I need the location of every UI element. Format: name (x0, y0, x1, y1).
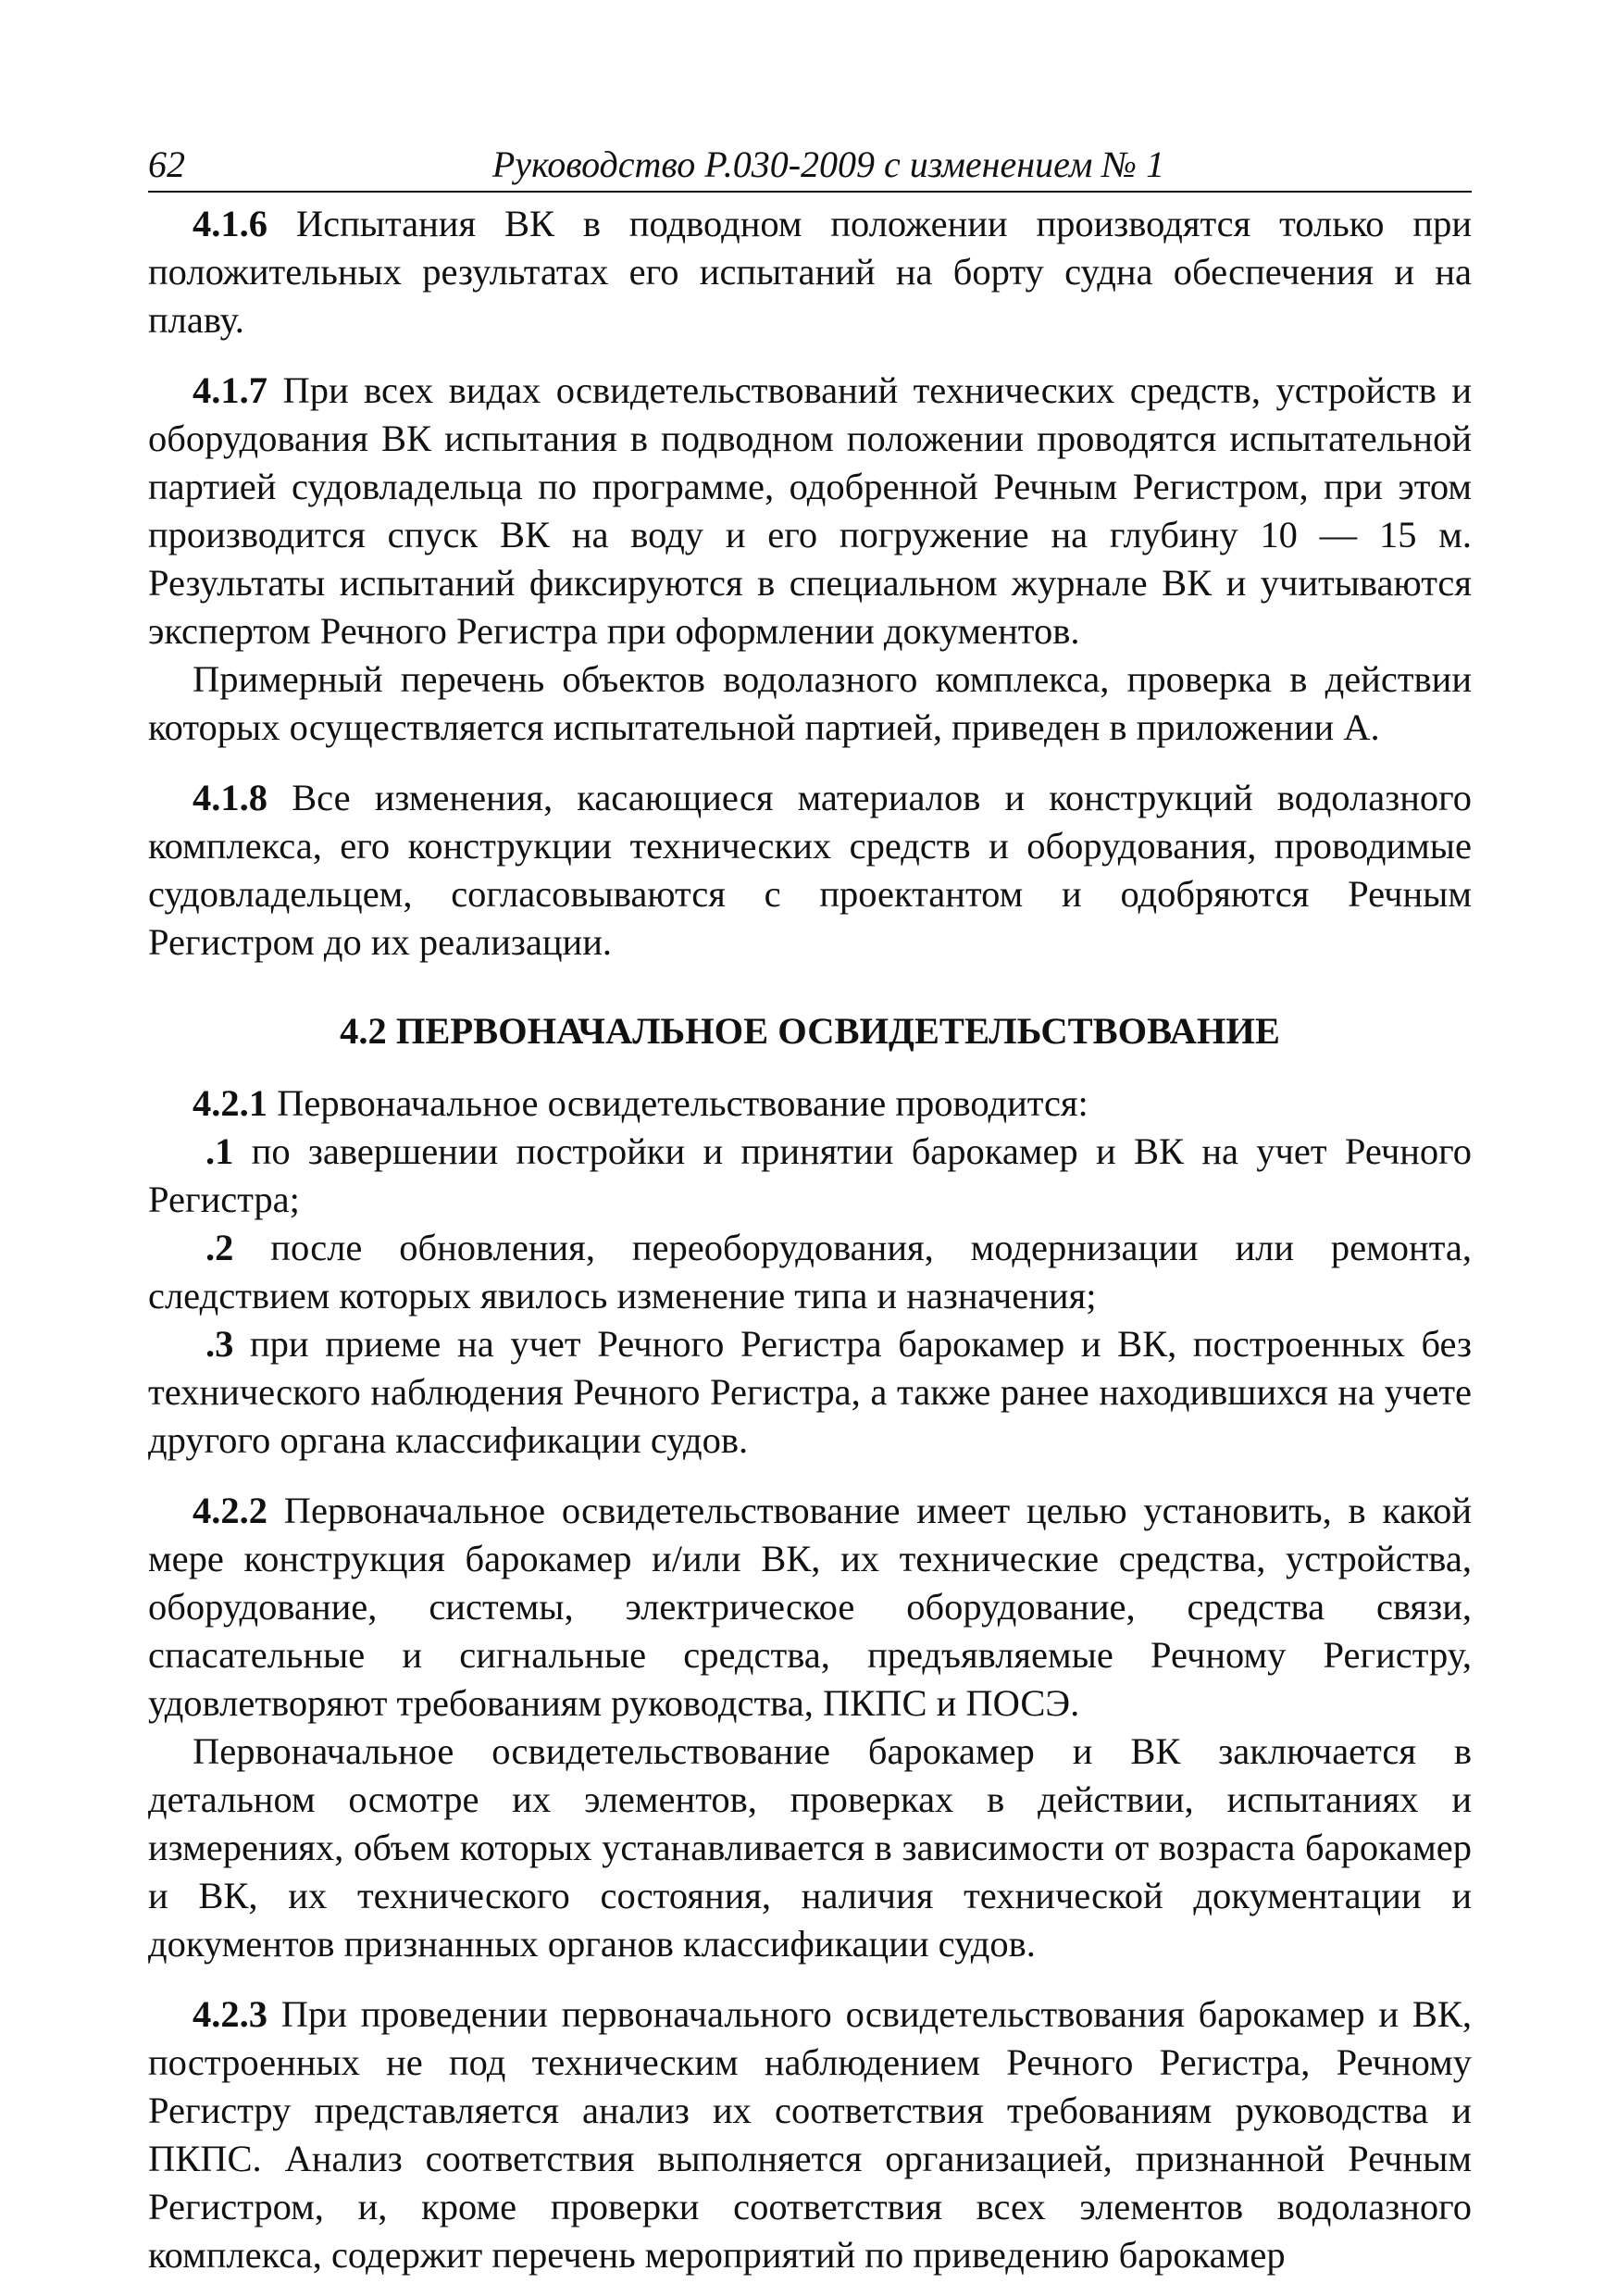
item-text: после обновления, переоборудования, модернизации или ремонта, следствием которых явилось изменение типа и назначения; (148, 1227, 1472, 1316)
clause-number: 4.1.6 (193, 203, 267, 244)
clause-number: 4.2.2 (193, 1490, 267, 1531)
paragraph-4-2-2-continued: Первоначальное освидетельствование барокамер и ВК заключается в детальном осмотре их элементов, проверках в действии, испытаниях и измерениях, объем которых устанавливается в зависимости от возраста барокамер и ВК, их технического состояния, наличия технической документации и документов признанных органов классификации судов. (148, 1730, 1472, 1965)
clause-number: 4.1.8 (193, 777, 267, 818)
clause-number: 4.1.7 (193, 369, 267, 411)
page-number: 62 (148, 144, 185, 185)
paragraph-4-1-6 (148, 200, 1472, 344)
paragraph-text: При проведении первоначального освидетельствования барокамер и ВК, построенных не под техническим наблюдением Речного Регистра, Речному Регистру представляется анализ их соответствия требованиям руководства и ПКПС. Анализ соответствия выполняется организацией, признанной Речным Регистром, и, кроме проверки соответствия всех элементов водолазного комплекса, содержит перечень мероприятий по приведению барокамер (148, 1993, 1472, 2276)
list-item-3 (148, 1320, 1472, 1465)
running-title: Руководство Р.030-2009 с изменением № 1 (491, 144, 1165, 185)
clause-number: 4.2.1 (193, 1082, 267, 1124)
paragraph-text: Испытания ВК в подводном положении производятся только при положительных результатах его испытаний на борту судна обеспечения и на плаву. (148, 203, 1472, 341)
section-heading: 4.2 ПЕРВОНАЧАЛЬНОЕ ОСВИДЕТЕЛЬСТВОВАНИЕ (340, 1010, 1280, 1052)
item-number: .2 (205, 1227, 234, 1268)
paragraph-4-1-7 (148, 367, 1472, 655)
item-text: по завершении постройки и принятии барокамер и ВК на учет Речного Регистра; (148, 1130, 1472, 1220)
item-number: .3 (205, 1323, 234, 1365)
paragraph-4-2-3 (148, 1990, 1472, 2279)
clause-number: 4.2.3 (193, 1993, 267, 2035)
paragraph-text: Первоначальное освидетельствование проводится: (267, 1082, 1088, 1124)
paragraph-4-2-1 (148, 1079, 1472, 1128)
item-text: при приеме на учет Речного Регистра барокамер и ВК, построенных без технического наблюдения Речного Регистра, а также ранее находившихся на учете другого органа классификации судов. (148, 1323, 1472, 1461)
page-header (148, 139, 1472, 193)
paragraph-4-1-8 (148, 774, 1472, 967)
paragraph-4-2-2 (148, 1487, 1472, 1728)
paragraph-text: Все изменения, касающиеся материалов и конструкций водолазного комплекса, его конструкции технических средств и оборудования, проводимые судовладельцем, согласовываются с проектантом и одобряются Речным Регистром до их реализации. (148, 777, 1472, 963)
paragraph-4-1-7-continued: Примерный перечень объектов водолазного комплекса, проверка в действии которых осуществляется испытательной партией, приведен в приложении А. (148, 658, 1472, 748)
list-item-1 (148, 1128, 1472, 1224)
paragraph-text: Первоначальное освидетельствование имеет целью установить, в какой мере конструкция барокамер и/или ВК, их технические средства, устройства, оборудование, системы, электрическое оборудование, средства связи, спасательные и сигнальные средства, предъявляемые Речному Регистру, удовлетворяют требованиям руководства, ПКПС и ПОСЭ. (148, 1490, 1472, 1724)
paragraph-text: При всех видах освидетельствований технических средств, устройств и оборудования ВК испытания в подводном положении проводятся испытательной партией судовладельца по программе, одобренной Речным Регистром, при этом производится спуск ВК на воду и его погружение на глубину 10 — 15 м. Результаты испытаний фиксируются в специальном журнале ВК и учитываются экспертом Речного Регистра при оформлении документов. (148, 369, 1472, 652)
document-body (148, 200, 1472, 2279)
item-number: .1 (205, 1130, 234, 1172)
document-page (148, 139, 1472, 2279)
list-item-2 (148, 1224, 1472, 1320)
